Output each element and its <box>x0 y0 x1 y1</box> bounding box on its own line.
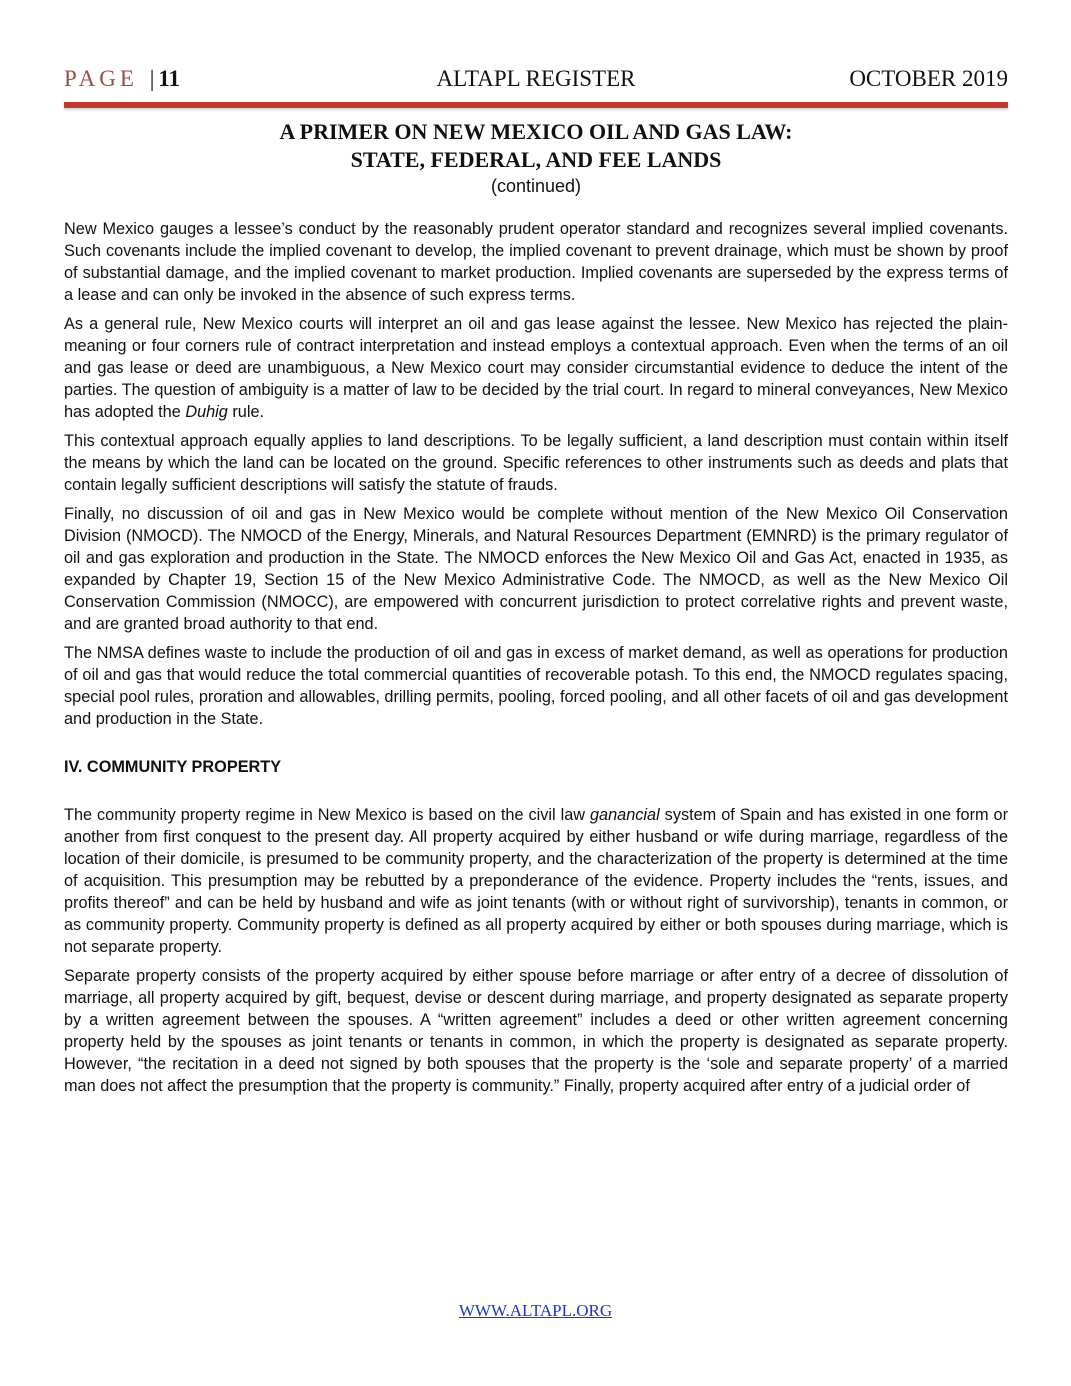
page-separator: | <box>149 66 155 91</box>
article-title-line-2: STATE, FEDERAL, AND FEE LANDS <box>350 147 722 172</box>
page-label: PAGE | 11 <box>64 66 181 91</box>
paragraph-implied-covenants: New Mexico gauges a lessee’s conduct by the reasonably prudent operator standard and recognizes several implied covenants. Such covenants include the implied covenant to develop, the implied covenant to prevent drainage, which must be shown by proof of substantial damage, and the implied covenant to market production. Implied covenants are superseded by the express terms of a lease and can only be invoked in the absence of such express terms. <box>64 220 1008 304</box>
duhig-rule-term: Duhig <box>185 403 228 421</box>
publication-name: ALTAPL REGISTER <box>436 66 636 91</box>
paragraph-waste: The NMSA defines waste to include the production of oil and gas in excess of market demand, as well as operations for production of oil and gas that would reduce the total commercial quantities of recoverable potash. To this end, the NMOCD regulates spacing, special pool rules, proration and allowables, drilling permits, pooling, forced pooling, and all other facets of oil and gas development and production in the State. <box>64 644 1008 728</box>
header-rule <box>64 102 1008 108</box>
article-subtitle: (continued) <box>490 176 582 196</box>
paragraph-community-property: The community property regime in New Mexico is based on the civil law ganancial system of Spain and has existed in one form or another from first conquest to the present day. All property acquired by either husband or wife during marriage, regardless of the location of their domicile, is presumed to be community property, and the characterization of the property is determined at the time of acquisition. This presumption may be rebutted by a preponderance of the evidence. Property includes the “rents, issues, and profits thereof” and can be held by husband and wife as joint tenants (with or without right of survivorship), tenants in common, or as community property. Community property is defined as all property acquired by either or both spouses during marriage, which is not separate property. <box>64 806 1008 956</box>
paragraph-land-descriptions: This contextual approach equally applies to land descriptions. To be legally sufficient, a land description must contain within itself the means by which the land can be located on the ground. Specific references to other instruments such as deeds and plats that contain legally sufficient descriptions will satisfy the statute of frauds. <box>64 432 1008 494</box>
article-body <box>64 218 1008 1104</box>
page-footer <box>0 1300 1071 1322</box>
paragraph-lease-interpretation: As a general rule, New Mexico courts will interpret an oil and gas lease against the lessee. New Mexico has rejected the plain-meaning or four corners rule of contract interpretation and instead employs a contextual approach. Even when the terms of an oil and gas lease or deed are unambiguous, a New Mexico court may consider circumstantial evidence to deduce the intent of the parties. The question of ambiguity is a matter of law to be decided by the trial court. In regard to mineral conveyances, New Mexico has adopted the Duhig rule. <box>64 315 1008 421</box>
article-title-line-1: A PRIMER ON NEW MEXICO OIL AND GAS LAW: <box>279 119 793 144</box>
issue-date: OCTOBER 2019 <box>849 66 1008 91</box>
page-header <box>64 64 1008 94</box>
paragraph-separate-property: Separate property consists of the property acquired by either spouse before marriage or after entry of a decree of dissolution of marriage, all property acquired by gift, bequest, devise or descent during marriage, and property designated as separate property by a written agreement between the spouses. A “written agreement” includes a deed or other written agreement concerning property held by the spouses as joint tenants or tenants in common, in which the property is designated as separate property. However, “the recitation in a deed not signed by both spouses that the property is the ‘sole and separate property’ of a married man does not affect the presumption that the property is community.” Finally, property acquired after entry of a judicial order of <box>64 967 1008 1095</box>
ganancial-term: ganancial <box>590 806 660 824</box>
paragraph-nmocd: Finally, no discussion of oil and gas in New Mexico would be complete without mention of the New Mexico Oil Conservation Division (NMOCD). The NMOCD of the Energy, Minerals, and Natural Resources Department (EMNRD) is the primary regulator of oil and gas exploration and production in the State. The NMOCD enforces the New Mexico Oil and Gas Act, enacted in 1935, as expanded by Chapter 19, Section 15 of the New Mexico Administrative Code. The NMOCD, as well as the New Mexico Oil Conservation Commission (NMOCC), are empowered with concurrent jurisdiction to protect correlative rights and prevent waste, and are granted broad authority to that end. <box>64 505 1008 633</box>
page-number: 11 <box>158 66 181 91</box>
section-heading-community-property: IV. COMMUNITY PROPERTY <box>64 758 282 776</box>
article-title-block <box>64 118 1008 198</box>
website-link[interactable]: WWW.ALTAPL.ORG <box>458 1301 613 1320</box>
